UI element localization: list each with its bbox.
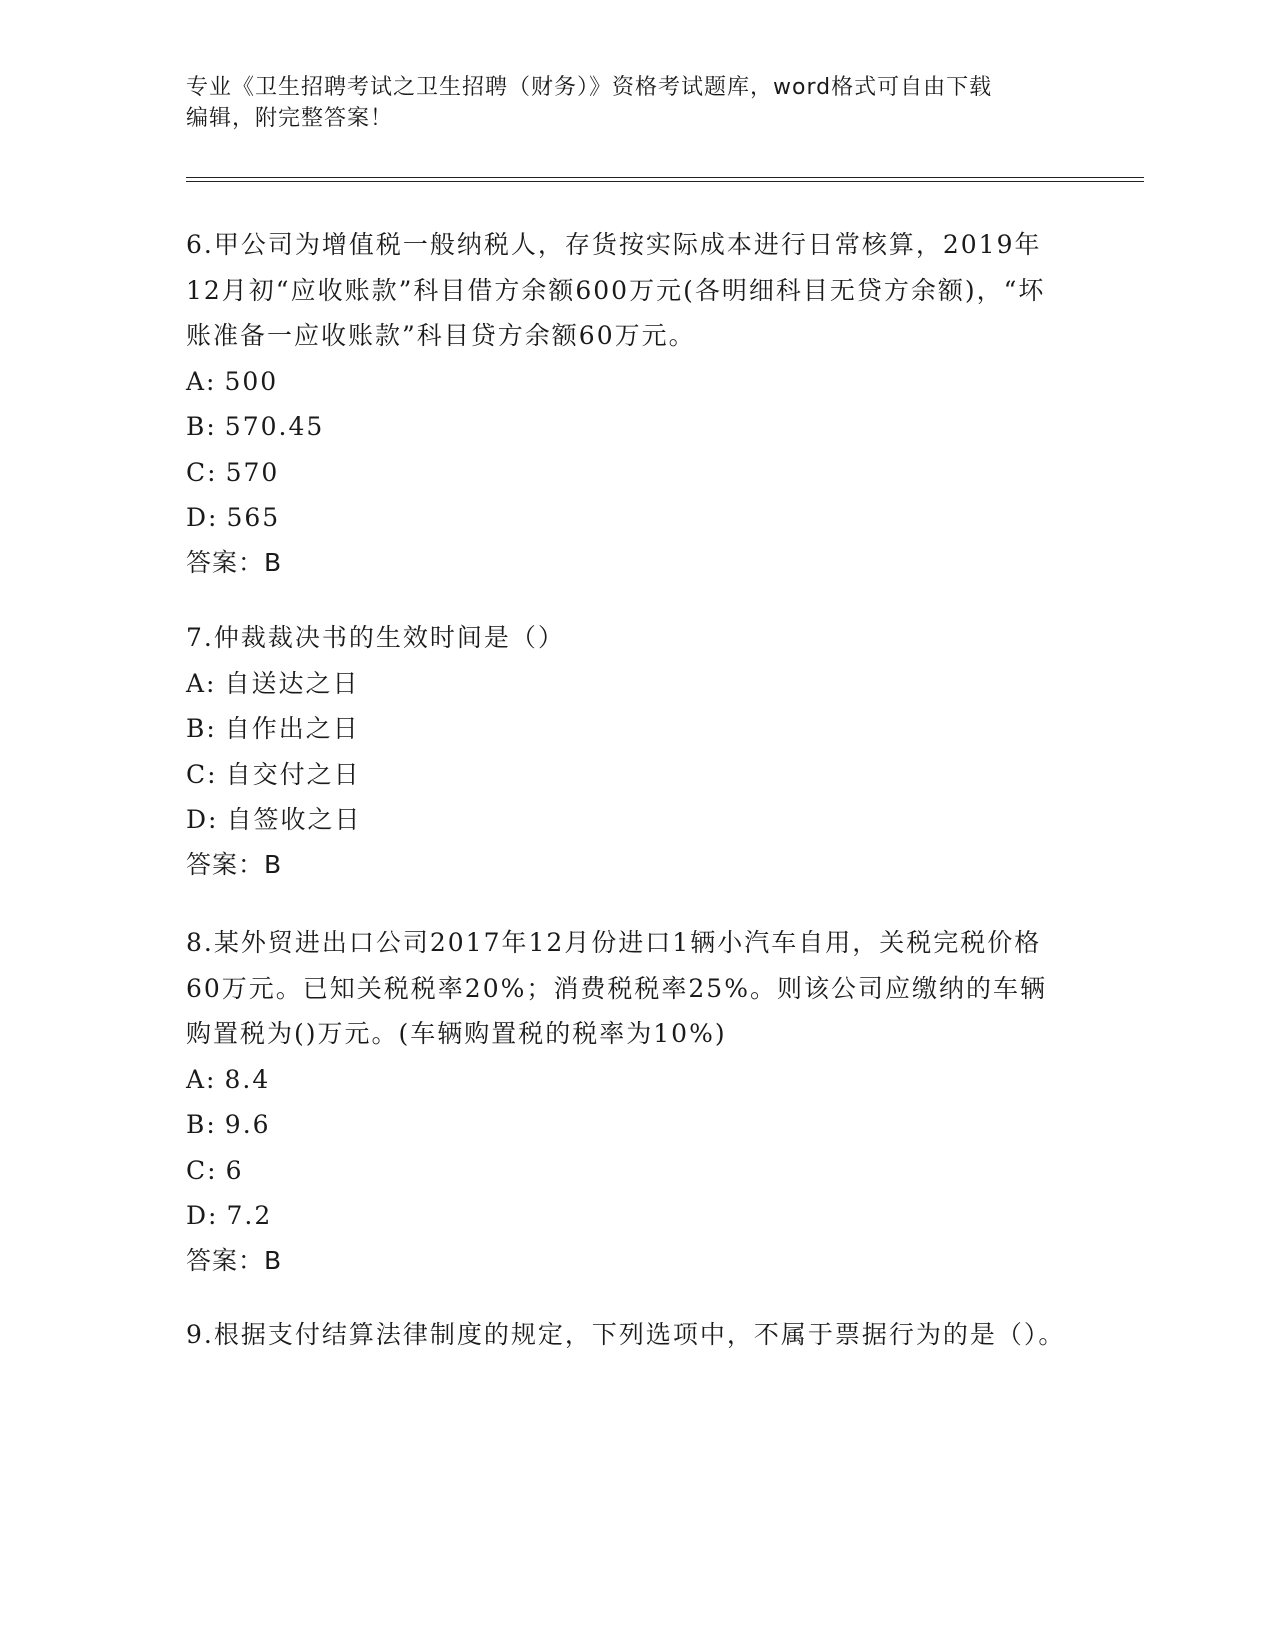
option-letter: D: xyxy=(186,805,219,834)
option-text: 8.4 xyxy=(224,1064,271,1094)
option-text: 自交付之日 xyxy=(225,759,361,789)
option-text: 自作出之日 xyxy=(224,714,360,743)
answer-line: 答案：B xyxy=(186,547,283,577)
question-7 xyxy=(186,615,1066,887)
option-text: 9.6 xyxy=(224,1110,271,1139)
question-stem: 9.根据支付结算法律制度的规定，下列选项中，不属于票据行为的是（）。 xyxy=(186,1320,1066,1349)
question-6 xyxy=(186,222,1066,585)
option-letter: C: xyxy=(186,1155,218,1185)
header-line-2: 编辑，附完整答案！ xyxy=(186,106,394,131)
option-letter: D: xyxy=(186,1201,219,1230)
answer-line: 答案：B xyxy=(186,1245,283,1275)
option-a xyxy=(186,359,1066,405)
question-stem: 8.某外贸进出口公司2017年12月份进口1辆小汽车自用，关税完税价格60万元。已知关税税率20%；消费税税率25%。则该公司应缴纳的车辆购置税为()万元。(车辆购置税的税率为10%) xyxy=(186,928,1047,1048)
option-a xyxy=(186,661,1066,707)
question-8 xyxy=(186,920,1066,1283)
option-text: 7.2 xyxy=(226,1201,273,1230)
option-text: 570.45 xyxy=(224,412,325,441)
option-letter: B: xyxy=(186,412,217,441)
option-letter: D: xyxy=(186,503,219,532)
option-text: 自送达之日 xyxy=(224,668,360,698)
option-letter: B: xyxy=(186,714,217,743)
option-text: 6 xyxy=(225,1155,244,1185)
option-text: 自签收之日 xyxy=(226,805,362,834)
option-letter: A: xyxy=(186,366,217,396)
header-divider xyxy=(186,177,1144,182)
option-d xyxy=(186,1193,1066,1239)
document-header xyxy=(186,72,1066,134)
option-a xyxy=(186,1057,1066,1103)
option-text: 565 xyxy=(226,503,281,532)
option-d xyxy=(186,495,1066,541)
option-c xyxy=(186,1148,1066,1194)
option-b xyxy=(186,1102,1066,1148)
option-b xyxy=(186,404,1066,450)
option-text: 570 xyxy=(225,457,280,487)
option-c xyxy=(186,450,1066,496)
option-letter: B: xyxy=(186,1110,217,1139)
option-letter: C: xyxy=(186,457,218,487)
option-b xyxy=(186,706,1066,752)
question-stem: 6.甲公司为增值税一般纳税人，存货按实际成本进行日常核算，2019年12月初“应收账款”科目借方余额600万元(各明细科目无贷方余额)，“坏账准备一应收账款”科目贷方余额60万元。 xyxy=(186,230,1046,350)
question-stem: 7.仲裁裁决书的生效时间是（） xyxy=(186,623,565,652)
option-c xyxy=(186,752,1066,798)
answer-line: 答案：B xyxy=(186,849,283,879)
option-letter: A: xyxy=(186,1064,217,1094)
option-text: 500 xyxy=(224,366,279,396)
option-letter: A: xyxy=(186,668,217,698)
option-letter: C: xyxy=(186,759,218,789)
option-d xyxy=(186,797,1066,843)
question-9 xyxy=(186,1312,1066,1358)
header-line-1: 专业《卫生招聘考试之卫生招聘（财务）》资格考试题库，word格式可自由下载 xyxy=(186,75,993,100)
